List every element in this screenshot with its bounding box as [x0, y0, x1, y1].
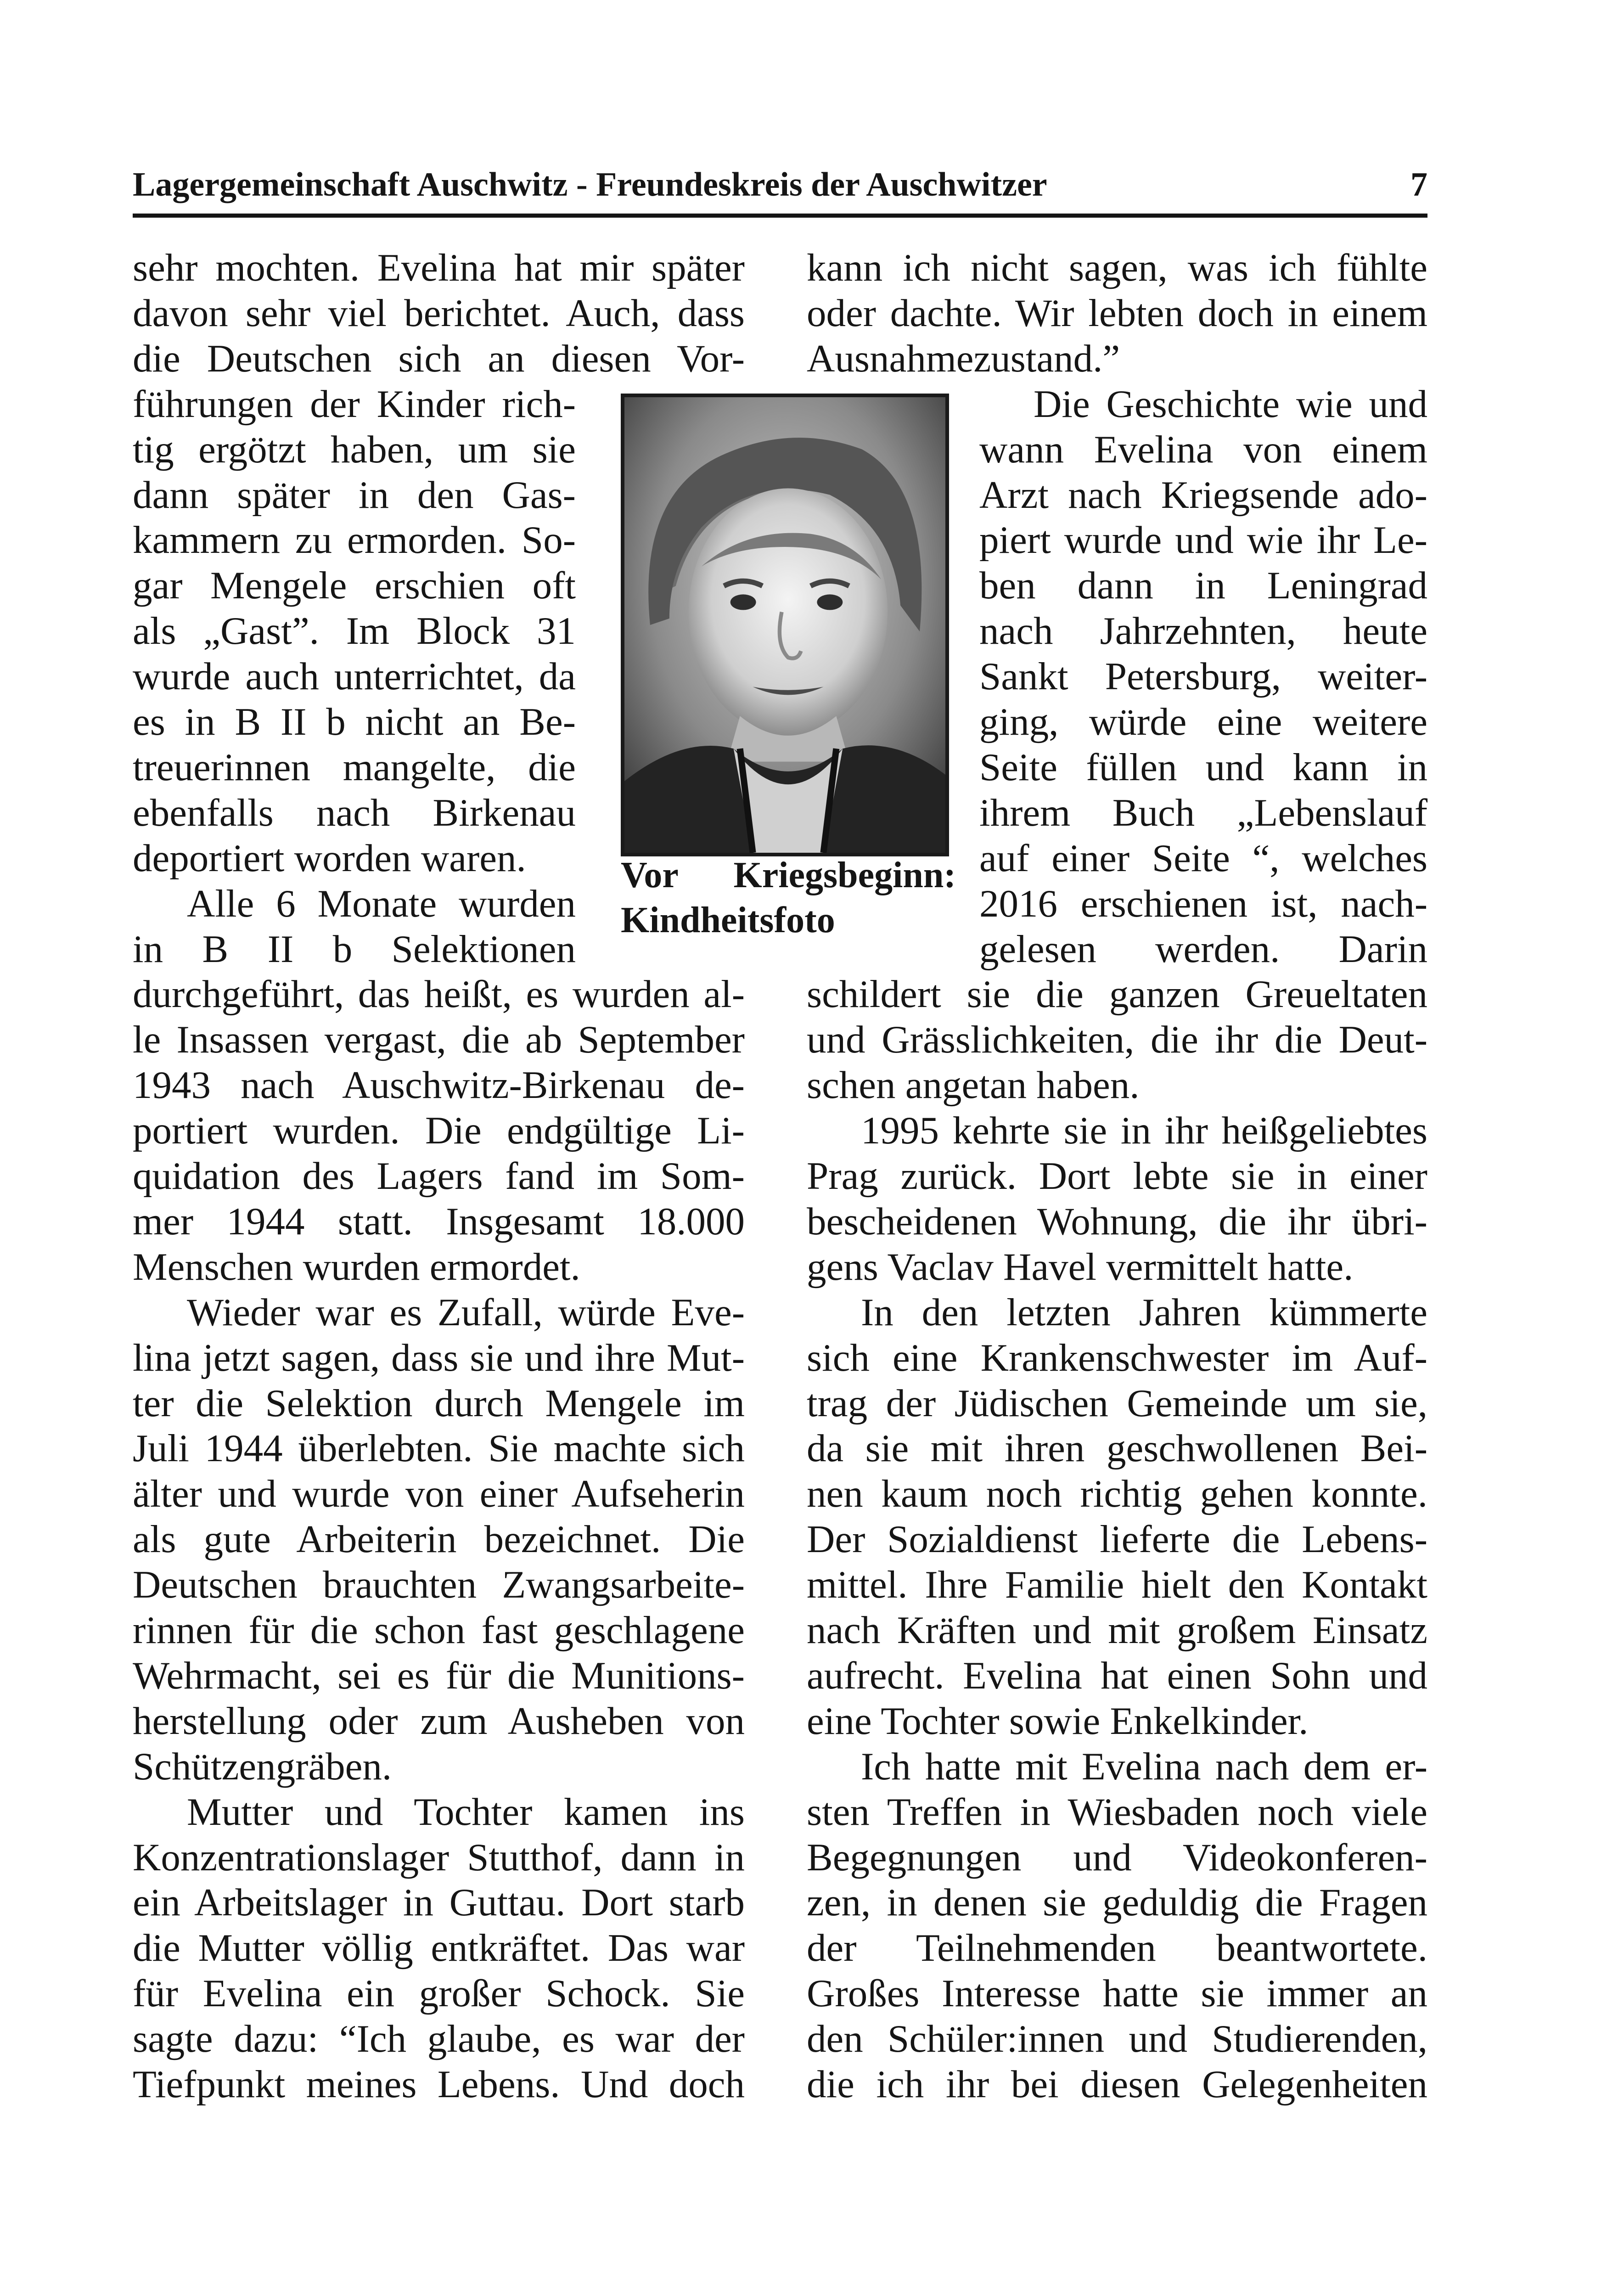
text-line: Schützengräben. — [133, 1745, 392, 1788]
text-line: eine Tochter sowie Enkelkinder. — [807, 1699, 1309, 1743]
text-line: gar Mengele erschien oft — [133, 564, 576, 607]
text-line: dann später in den Gas- — [133, 473, 576, 517]
text-line: gelesen werden. Darin — [979, 928, 1427, 971]
text-line: Ich hatte mit Evelina nach dem er- — [861, 1745, 1427, 1788]
text-line: piert wurde und wie ihr Le- — [979, 518, 1427, 562]
text-line: wurde auch unterrichtet, da — [133, 655, 576, 698]
text-line: die ich ihr bei diesen Gelegenheiten — [807, 2063, 1427, 2106]
text-line: es in B II b nicht an Be- — [133, 700, 576, 743]
text-line: aufrecht. Evelina hat einen Sohn und — [807, 1654, 1427, 1697]
text-line: in B II b Selektionen — [133, 928, 576, 971]
text-line: älter und wurde von einer Aufseherin — [133, 1472, 745, 1515]
text-line: Großes Interesse hatte sie immer an — [807, 1972, 1427, 2015]
text-line: Wieder war es Zufall, würde Eve- — [187, 1291, 745, 1334]
text-line: bescheidenen Wohnung, die ihr übri- — [807, 1200, 1427, 1243]
text-line: In den letzten Jahren kümmerte — [861, 1291, 1427, 1334]
text-line: für Evelina ein großer Schock. Sie — [133, 1972, 745, 2015]
text-line: wann Evelina von einem — [979, 428, 1427, 471]
text-line: mer 1944 statt. Insgesamt 18.000 — [133, 1200, 745, 1243]
text-line: durchgeführt, das heißt, es wurden al- — [133, 973, 745, 1016]
text-line: Menschen wurden ermordet. — [133, 1245, 580, 1289]
text-line: Arzt nach Kriegsende ado- — [979, 473, 1427, 517]
text-line: Mutter und Tochter kamen ins — [187, 1790, 745, 1834]
text-line: treuerinnen mangelte, die — [133, 746, 576, 789]
text-line: den Schüler:innen und Studierenden, — [807, 2017, 1427, 2060]
text-line: deportiert worden waren. — [133, 837, 526, 880]
text-line: sagte dazu: “Ich glaube, es war der — [133, 2017, 745, 2060]
text-line: nach Kräften und mit großem Einsatz — [807, 1609, 1427, 1652]
text-line: herstellung oder zum Ausheben von — [133, 1699, 745, 1743]
text-line: ein Arbeitslager in Guttau. Dort starb — [133, 1881, 745, 1924]
text-line: davon sehr viel berichtet. Auch, dass — [133, 292, 745, 335]
text-line: tig ergötzt haben, um sie — [133, 428, 576, 471]
text-line: Alle 6 Monate wurden — [187, 882, 576, 925]
text-line: als „Gast”. Im Block 31 — [133, 609, 576, 653]
text-line: sich eine Krankenschwester im Auf- — [807, 1336, 1427, 1379]
text-line: zen, in denen sie geduldig die Fragen — [807, 1881, 1427, 1924]
text-line: 1943 nach Auschwitz-Birkenau de- — [133, 1064, 745, 1107]
text-line: 1995 kehrte sie in ihr heißgeliebtes — [861, 1109, 1427, 1152]
text-line: die Deutschen sich an diesen Vor- — [133, 337, 745, 380]
text-line: Wehrmacht, sei es für die Munitions- — [133, 1654, 745, 1697]
text-line: gens Vaclav Havel vermittelt hatte. — [807, 1245, 1354, 1289]
text-line: Seite füllen und kann in — [979, 746, 1427, 789]
text-line: auf einer Seite “, welches — [979, 837, 1427, 880]
text-line: schen angetan haben. — [807, 1064, 1140, 1107]
text-line: mittel. Ihre Familie hielt den Kontakt — [807, 1563, 1427, 1606]
text-line: die Mutter völlig entkräftet. Das war — [133, 1926, 745, 1970]
text-line: ebenfalls nach Birkenau — [133, 791, 576, 834]
text-line: Deutschen brauchten Zwangsarbeite- — [133, 1563, 745, 1606]
text-line: portiert wurden. Die endgültige Li- — [133, 1109, 745, 1152]
text-line: kann ich nicht sagen, was ich fühlte — [807, 246, 1427, 289]
portrait-photo-icon — [624, 397, 945, 853]
text-line: rinnen für die schon fast geschlagene — [133, 1609, 745, 1652]
text-line: quidation des Lagers fand im Som- — [133, 1154, 745, 1198]
text-line: Der Sozialdienst lieferte die Lebens- — [807, 1518, 1427, 1561]
text-line: lina jetzt sagen, dass sie und ihre Mut- — [133, 1336, 745, 1379]
text-line: Konzentrationslager Stutthof, dann in — [133, 1836, 745, 1879]
text-line: trag der Jüdischen Gemeinde um sie, — [807, 1382, 1427, 1425]
text-line: ter die Selektion durch Mengele im — [133, 1382, 745, 1425]
text-line: Die Geschichte wie und — [1034, 383, 1427, 426]
text-line: als gute Arbeiterin bezeichnet. Die — [133, 1518, 745, 1561]
text-line: ben dann in Leningrad — [979, 564, 1427, 607]
text-line: ging, würde eine weitere — [979, 700, 1427, 743]
text-line: le Insassen vergast, die ab September — [133, 1018, 745, 1061]
text-line: der Teilnehmenden beantwortete. — [807, 1926, 1427, 1970]
text-line: sehr mochten. Evelina hat mir später — [133, 246, 745, 289]
text-line: kammern zu ermorden. So- — [133, 518, 576, 562]
text-line: sten Treffen in Wiesbaden noch viele — [807, 1790, 1427, 1834]
photo-caption-line: Kindheitsfoto — [621, 900, 835, 940]
text-line: da sie mit ihren geschwollenen Bei- — [807, 1427, 1427, 1470]
text-line: und Grässlichkeiten, die ihr die Deut- — [807, 1018, 1427, 1061]
text-line: Sankt Petersburg, weiter- — [979, 655, 1427, 698]
text-line: 2016 erschienen ist, nach- — [979, 882, 1427, 925]
text-line: oder dachte. Wir lebten doch in einem — [807, 292, 1427, 335]
text-line: Begegnungen und Videokonferen- — [807, 1836, 1427, 1879]
text-line: ihrem Buch „Lebenslauf — [979, 791, 1427, 834]
text-line: nen kaum noch richtig gehen konnte. — [807, 1472, 1427, 1515]
running-header — [133, 156, 1427, 218]
text-line: schildert sie die ganzen Greueltaten — [807, 973, 1427, 1016]
text-line: Ausnahmezustand.” — [807, 337, 1120, 380]
text-line: Tiefpunkt meines Lebens. Und doch — [133, 2063, 745, 2106]
text-line: nach Jahrzehnten, heute — [979, 609, 1427, 653]
header-title: Lagergemeinschaft Auschwitz - Freundeskreis der Auschwitzer — [133, 166, 1047, 203]
portrait-photo — [621, 394, 949, 856]
text-line: Juli 1944 überlebten. Sie machte sich — [133, 1427, 745, 1470]
text-line: führungen der Kinder rich- — [133, 383, 576, 426]
text-line: Prag zurück. Dort lebte sie in einer — [807, 1154, 1427, 1198]
page-number: 7 — [1410, 166, 1427, 203]
photo-caption-line: Vor Kriegsbeginn: — [621, 855, 956, 895]
